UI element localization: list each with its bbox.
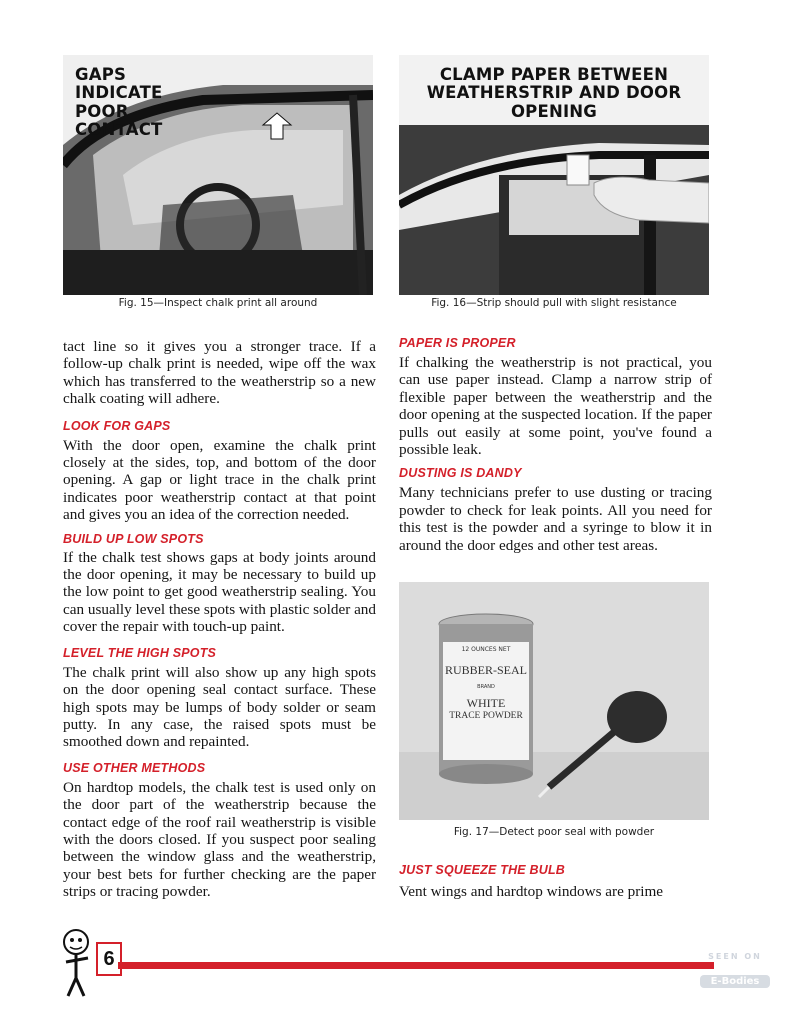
right-column-bottom — [399, 863, 712, 900]
can-white: WHITE — [466, 696, 506, 710]
fig15-label — [75, 66, 195, 140]
body-paper-is-proper: If chalking the weatherstrip is not practical, you can use paper instead. Clamp a narrow strip of flexible paper between the weatherstrip and the door opening at the suspected location. If the paper pulls out easily at some point, you've found a possible leak. — [399, 354, 712, 459]
fig16-caption: Fig. 16—Strip should pull with slight resistance — [431, 297, 677, 309]
heading-use-other-methods: USE OTHER METHODS — [63, 760, 206, 775]
body-use-other-methods: On hardtop models, the chalk test is used only on the door part of the weatherstrip because the contact edge of the roof rail weatherstrip is visible with the doors closed. If you suspect poor sealing between the window glass and the weatherstrip, your best bets for further checking are the paper strips or tracing powder. — [63, 778, 376, 901]
fig16-label — [399, 66, 709, 121]
body-build-up-low-spots: If the chalk test shows gaps at body joints around the door opening, it may be necessary to build up the low point to get good weatherstrip sealing. You can usually level these spots with plastic solder and cover the repair with touch-up paint. — [63, 548, 376, 636]
fig15-caption: Fig. 15—Inspect chalk print all around — [118, 297, 318, 309]
watermark-top: SEEN ON — [708, 952, 762, 961]
fig16-label-line2: WEATHERSTRIP AND DOOR OPENING — [426, 83, 682, 121]
body-just-squeeze-the-bulb: Vent wings and hardtop windows are prime — [399, 883, 664, 900]
can-brand: RUBBER-SEAL — [445, 663, 528, 677]
body-look-for-gaps: With the door open, examine the chalk print closely at the sides, top, and bottom of the door opening. A gap or light trace in the chalk print indicates poor weatherstrip contact at that point and gives you an idea of the correction needed. — [63, 436, 376, 524]
fig15-label-line2: POOR CONTACT — [75, 101, 163, 140]
heading-level-high-spots: LEVEL THE HIGH SPOTS — [63, 645, 217, 660]
mascot-icon — [58, 928, 96, 1000]
page-number: 6 — [96, 942, 122, 976]
body-dusting-is-dandy: Many technicians prefer to use dusting or tracing powder to check for leak points. All you need for this test is the powder and a syringe to blow it in around the door edges and other test areas. — [399, 484, 712, 554]
left-column — [63, 338, 376, 901]
can-product: TRACE POWDER — [449, 711, 523, 721]
watermark-bottom: E-Bodies — [700, 975, 770, 988]
fig15-label-line1: GAPS INDICATE — [75, 65, 163, 103]
footer-rule — [118, 962, 714, 969]
can-brand-small: BRAND — [477, 684, 495, 690]
heading-paper-is-proper: PAPER IS PROPER — [399, 336, 516, 350]
heading-just-squeeze-the-bulb: JUST SQUEEZE THE BULB — [399, 863, 566, 877]
fig17-can-label — [445, 646, 527, 721]
heading-dusting-is-dandy: DUSTING IS DANDY — [399, 466, 522, 481]
fig17-caption: Fig. 17—Detect poor seal with powder — [453, 826, 655, 838]
can-weight: 12 OUNCES NET — [461, 646, 511, 653]
body-level-high-spots: The chalk print will also show up any high spots on the door opening seal contact surface. These high spots may be lumps of body solder or seam putty. In any case, the raised spots must be smoothed down and repainted. — [63, 663, 376, 751]
heading-look-for-gaps: LOOK FOR GAPS — [63, 418, 171, 433]
heading-build-up-low-spots: BUILD UP LOW SPOTS — [63, 531, 204, 546]
right-column — [399, 336, 712, 554]
fig16-label-line1: CLAMP PAPER BETWEEN — [439, 65, 669, 84]
intro-paragraph: tact line so it gives you a stronger trace. If a follow-up chalk print is needed, wipe off the wax which has transferred to the weatherstrip so a new chalk coating will adhere. — [63, 338, 376, 408]
watermark — [700, 952, 770, 992]
